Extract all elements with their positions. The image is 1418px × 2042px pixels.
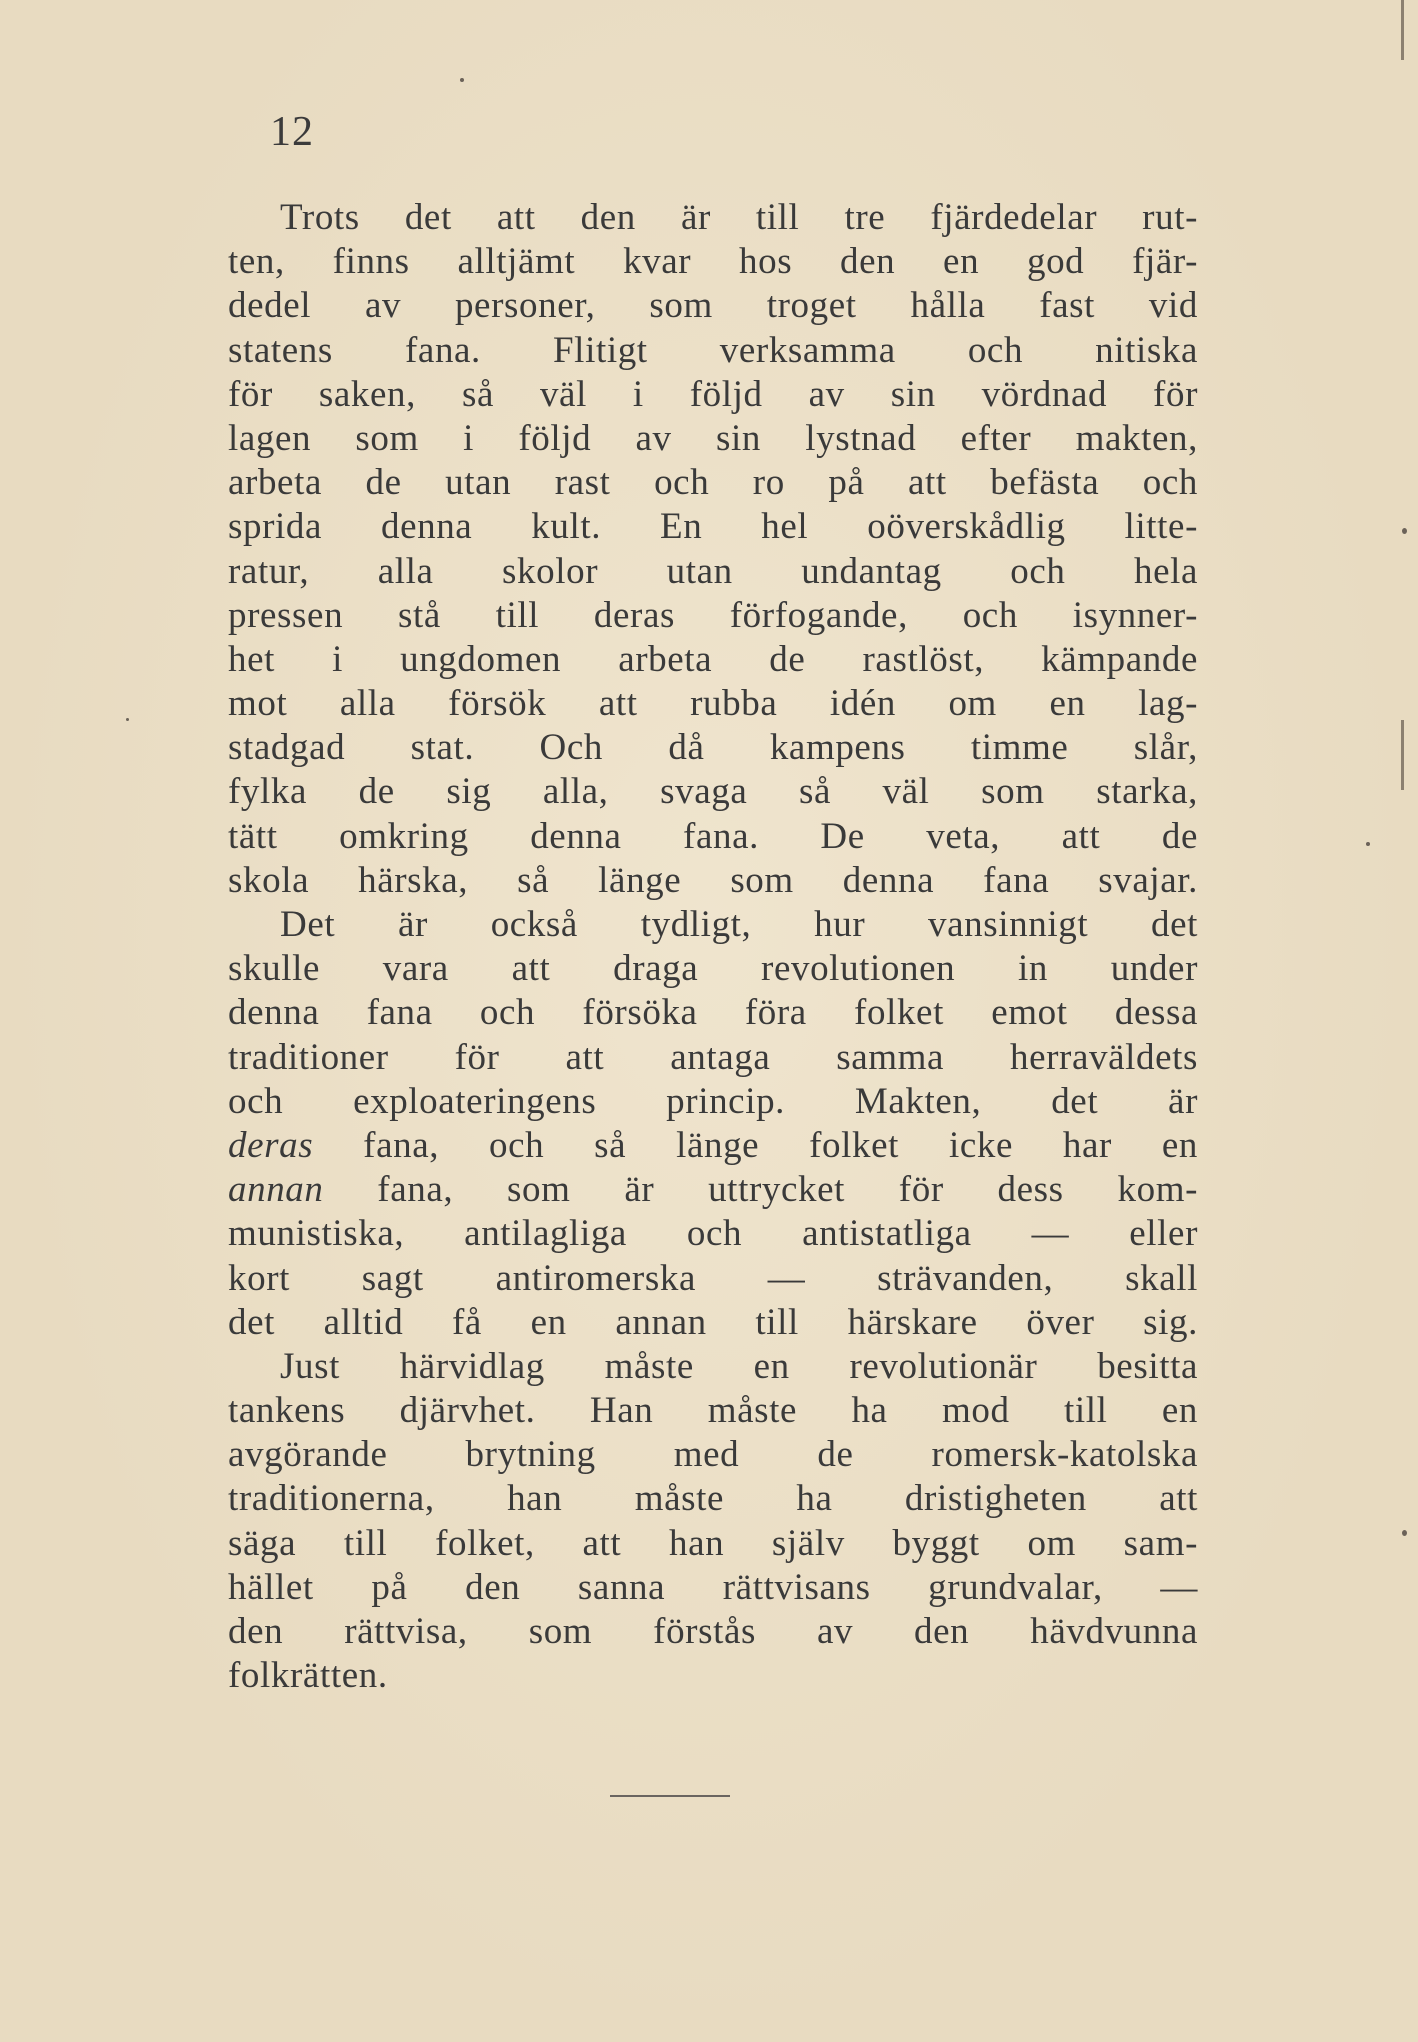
text-line: fylka de sig alla, svaga så väl som starka, xyxy=(228,771,1198,813)
text-line: statens fana. Flitigt verksamma och nitiska xyxy=(228,329,1198,371)
text-line: den rättvisa, som förstås av den hävdvunna xyxy=(228,1611,1198,1652)
body-text xyxy=(228,196,1198,1698)
paper-speck xyxy=(460,78,464,82)
text-line: munistiska, antilagliga och antistatliga — eller xyxy=(228,1213,1198,1255)
text-line: säga till folket, att han själv byggt om sam- xyxy=(228,1522,1198,1564)
paper-speck xyxy=(126,718,129,721)
text-line: Just härvidlag måste en revolutionär besitta xyxy=(280,1345,1198,1387)
text-fragment: fana, och så länge folket icke har en xyxy=(313,1124,1198,1166)
text-line: och exploateringens princip. Makten, det är xyxy=(228,1080,1198,1122)
italic-word: annan xyxy=(228,1169,324,1211)
text-line: skola härska, så länge som denna fana svajar. xyxy=(228,859,1198,901)
text-line: hället på den sanna rättvisans grundvalar, — xyxy=(228,1566,1198,1608)
text-line: folkrätten. xyxy=(228,1655,388,1697)
text-line: Det är också tydligt, hur vansinnigt det xyxy=(280,904,1198,945)
text-line: traditioner för att antaga samma herraväldets xyxy=(228,1036,1198,1078)
page-edge-mark xyxy=(1401,0,1404,60)
text-line: tankens djärvhet. Han måste ha mod till en xyxy=(228,1390,1198,1432)
text-line: ratur, alla skolor utan undantag och hela xyxy=(228,550,1198,592)
text-line: arbeta de utan rast och ro på att befästa och xyxy=(228,462,1198,504)
text-line: lagen som i följd av sin lystnad efter makten, xyxy=(228,417,1198,459)
text-line: för saken, så väl i följd av sin vördnad för xyxy=(228,373,1198,415)
text-line: det alltid få en annan till härskare över sig. xyxy=(228,1301,1198,1343)
paper-speck xyxy=(1402,1530,1407,1536)
text-line xyxy=(228,1124,1198,1168)
text-line: avgörande brytning med de romersk-katolska xyxy=(228,1434,1198,1476)
text-line: sprida denna kult. En hel oöverskådlig litte- xyxy=(228,506,1198,548)
text-line: Trots det att den är till tre fjärdedelar rut- xyxy=(280,197,1198,238)
page-edge-mark xyxy=(1401,720,1404,790)
text-line: tätt omkring denna fana. De veta, att de xyxy=(228,815,1198,857)
paper-speck xyxy=(1402,528,1407,534)
text-line xyxy=(228,1168,1198,1212)
text-line: denna fana och försöka föra folket emot dessa xyxy=(228,992,1198,1034)
text-line: stadgad stat. Och då kampens timme slår, xyxy=(228,727,1198,769)
page-number: 12 xyxy=(270,109,314,155)
text-line: het i ungdomen arbeta de rastlöst, kämpande xyxy=(228,638,1198,680)
text-line: mot alla försök att rubba idén om en lag- xyxy=(228,683,1198,725)
text-line: kort sagt antiromerska — strävanden, skall xyxy=(228,1257,1198,1299)
italic-word: deras xyxy=(228,1124,314,1166)
paper-speck xyxy=(1366,842,1370,846)
section-divider xyxy=(610,1795,730,1797)
text-line: dedel av personer, som troget hålla fast vid xyxy=(228,285,1198,327)
text-line: skulle vara att draga revolutionen in under xyxy=(228,948,1198,990)
text-fragment: fana, som är uttrycket för dess kom- xyxy=(323,1169,1198,1211)
text-line: ten, finns alltjämt kvar hos den en god fjär- xyxy=(228,241,1198,283)
text-line: pressen stå till deras förfogande, och isynner- xyxy=(228,594,1198,636)
text-line: traditionerna, han måste ha dristigheten att xyxy=(228,1478,1198,1520)
